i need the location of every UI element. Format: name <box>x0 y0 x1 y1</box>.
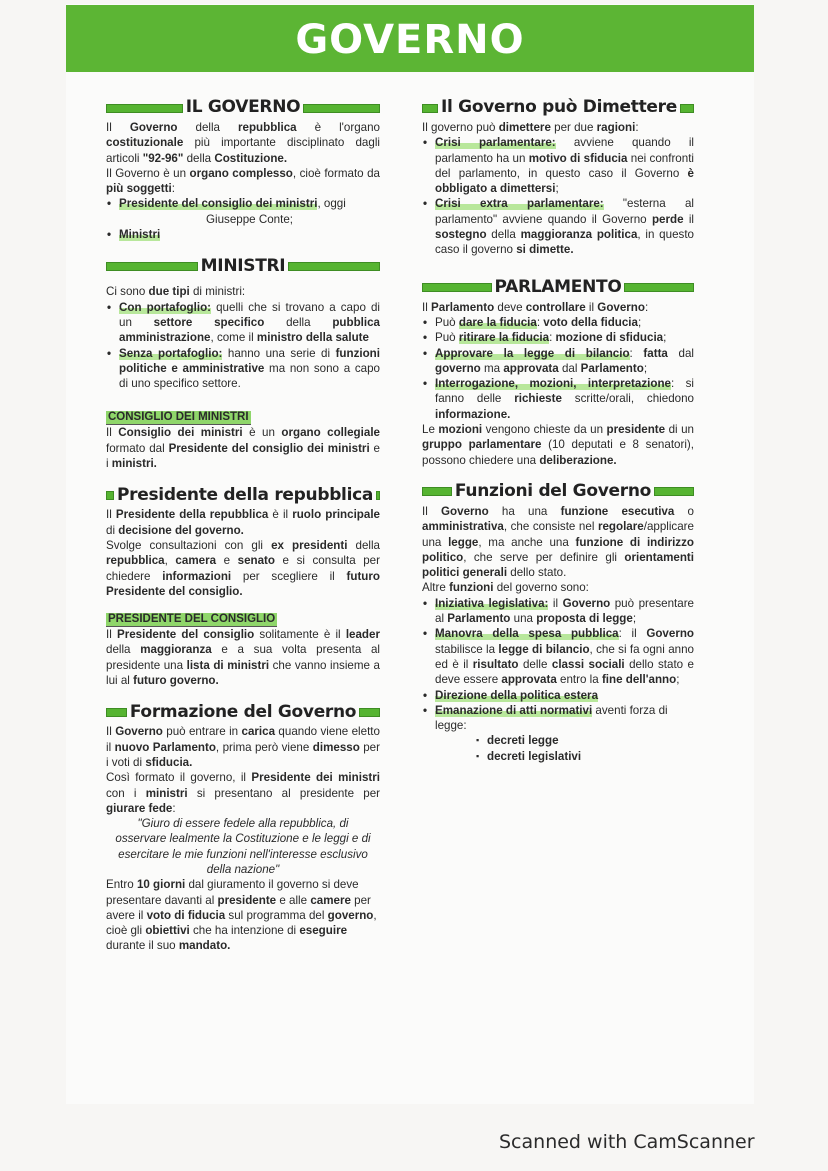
text-run: che ha intenzione di <box>189 924 300 938</box>
text-run: entro la <box>556 673 602 687</box>
text-run: presidente <box>606 423 666 437</box>
title-banner <box>66 5 754 72</box>
text-run: hanno una serie di <box>222 346 336 360</box>
text-run: solitamente è il <box>254 628 346 642</box>
text-run: Può <box>435 331 459 345</box>
text-run: ; <box>676 673 680 687</box>
text-run: funzione esecutiva <box>560 504 675 518</box>
text-run: Il <box>106 508 116 522</box>
text-run: orientamenti politici generali <box>422 550 694 580</box>
text-run: avviene quando il parlamento ha un <box>435 136 694 165</box>
paragraph <box>106 877 380 953</box>
text-run: informazioni <box>162 569 232 583</box>
list-item <box>422 330 694 345</box>
text-run: di ministri: <box>189 285 246 299</box>
text-run: voto di fiducia <box>146 908 226 922</box>
text-run: Consiglio dei ministri <box>118 426 243 440</box>
text-run: e a sua volta presenta al presidente una <box>106 643 381 672</box>
text-run: , che si fa ogni anno ed è il <box>435 642 694 671</box>
text-run: futuro Presidente del consiglio. <box>106 569 380 598</box>
text-run: nuovo Parlamento <box>114 740 216 754</box>
text-run: della <box>264 315 333 329</box>
text-run: : <box>644 300 649 314</box>
text-run: , che consiste nel <box>503 520 598 534</box>
heading-bar-left <box>106 708 127 717</box>
text-run: vengono chieste da un <box>482 423 607 437</box>
text-run: ma <box>480 361 504 375</box>
paragraph <box>106 120 380 166</box>
heading-bar-right <box>624 283 694 292</box>
text-run: può presentare al <box>435 596 695 626</box>
right-column <box>422 96 694 764</box>
text-run: , in questo caso il governo <box>435 228 694 257</box>
text-run: carica <box>241 725 276 739</box>
text-run: mozioni <box>438 423 483 437</box>
text-run: scritte/orali, chiedono <box>561 392 694 406</box>
paragraph <box>106 770 380 816</box>
left-column <box>106 96 380 954</box>
bullet-text: Ministri <box>119 228 161 242</box>
text-run: delle <box>518 657 552 671</box>
heading-bar-right <box>288 262 380 271</box>
text-run: maggioranza politica <box>520 228 638 242</box>
text-run: della <box>183 151 215 165</box>
text-run: obiettivi <box>145 924 190 938</box>
text-run: dello stato e deve essere <box>435 657 694 687</box>
text-run: proposta di legge <box>536 612 633 626</box>
bullet-list <box>422 135 694 257</box>
heading-bar-left <box>106 104 183 113</box>
text-run: quando viene eletto il <box>106 725 380 754</box>
text-run: dimettere <box>498 121 551 134</box>
section-heading-funzioni-del-governo <box>422 480 694 504</box>
text-run: sfiducia. <box>145 755 193 769</box>
text-run: e si consulta per chiedere <box>106 554 380 583</box>
text-run: costituzionale <box>106 136 184 150</box>
text-run: Governo <box>562 596 611 610</box>
text-run: funzione di indirizzo politico <box>422 535 694 564</box>
text-run: approvata <box>503 361 559 375</box>
text-run: Governo <box>441 504 489 518</box>
text-run: 10 giorni <box>136 878 186 892</box>
section-heading-il-governo-puo-dimettere <box>422 96 694 120</box>
text-run: e i <box>106 441 381 471</box>
text-run: Presidente della repubblica <box>115 508 269 522</box>
text-run: che vanno insieme a lui al <box>106 658 380 688</box>
heading-bar-left <box>106 262 198 271</box>
text-run: funzioni politiche e amministrative <box>119 346 380 375</box>
text-run: della <box>347 538 381 552</box>
text-run: Parlamento <box>447 612 511 626</box>
text-run: , cioè gli <box>106 908 377 938</box>
heading-bar-right <box>376 491 380 500</box>
section-heading-il-governo <box>106 96 380 120</box>
text-run: e alle <box>276 893 311 907</box>
text-run: con i <box>106 786 146 800</box>
paragraph <box>106 538 380 599</box>
text-run: : <box>549 331 556 345</box>
text-run: governo <box>435 361 481 375</box>
text-run: Presidente del consiglio dei ministri <box>168 441 370 455</box>
heading-text: Presidente della repubblica <box>117 484 374 505</box>
text-run: ministro della salute <box>256 331 369 345</box>
text-run: o <box>674 504 694 518</box>
paragraph <box>106 166 380 197</box>
text-run: controllare <box>525 300 586 314</box>
text-run: Emanazione di atti normativi <box>435 703 593 717</box>
bullet-text <box>435 704 668 732</box>
text-run: per avere il <box>106 893 371 922</box>
text-run: "esterna al parlamento" avviene quando il Governo <box>435 197 694 226</box>
text-run: per i voti di <box>106 740 380 769</box>
text-run: e <box>216 554 238 568</box>
sub-item-text: decreti legge <box>487 734 559 748</box>
heading-bar-right <box>680 104 694 113</box>
list-item <box>106 300 380 346</box>
text-run: Interrogazione, mozioni, interpretazione <box>435 377 671 391</box>
list-item <box>422 596 694 627</box>
text-run: Direzione della politica estera <box>435 688 599 702</box>
heading-bar-left <box>422 283 492 292</box>
text-run: della <box>486 228 521 242</box>
text-run: ministri. <box>111 457 157 471</box>
text-run: : <box>629 346 644 360</box>
text-run: il <box>683 212 694 226</box>
text-run: Iniziativa legislativa: <box>435 596 549 610</box>
page-title: GOVERNO <box>295 17 525 63</box>
text-run: è il <box>268 508 293 522</box>
text-run: Governo <box>646 627 694 641</box>
text-run: di <box>106 523 119 537</box>
paragraph <box>422 504 694 580</box>
text-run: deliberazione. <box>539 453 617 467</box>
text-run: due tipi <box>148 285 190 299</box>
heading-bar-right <box>359 708 380 717</box>
text-run: senato <box>237 554 275 568</box>
camscanner-watermark: Scanned with CamScanner <box>499 1131 755 1153</box>
text-run: durante il suo <box>106 939 179 953</box>
text-run: più importante disciplinato dagli articoli <box>106 136 380 165</box>
list-item <box>422 376 694 422</box>
text-run: amministrativa <box>422 520 504 534</box>
text-run: settore specifico <box>153 315 265 329</box>
bullet-list <box>106 300 380 392</box>
text-run: Altre <box>422 581 450 595</box>
paragraph <box>422 300 694 315</box>
text-run: Le <box>422 423 439 437</box>
text-run: camera <box>175 554 217 568</box>
text-run: Con portafoglio: <box>119 300 212 314</box>
text-run: gruppo parlamentare <box>422 438 542 452</box>
text-run: : si fanno delle <box>435 377 694 406</box>
text-run: Crisi parlamentare: <box>435 136 556 150</box>
text-run: Il Governo è un <box>106 166 190 180</box>
list-item <box>422 315 694 330</box>
text-run: Il <box>106 725 116 739</box>
heading-text: PARLAMENTO <box>494 277 622 298</box>
subheading-consiglio-dei-ministri: CONSIGLIO DEI MINISTRI <box>108 411 249 424</box>
list-item <box>422 703 694 764</box>
text-run: dal giuramento il governo si deve presentare davanti al <box>106 878 359 907</box>
text-run: giurare fede <box>106 801 173 815</box>
text-run: per due <box>550 121 597 134</box>
text-run: Presidente dei ministri <box>251 771 381 785</box>
bullet-text-continued: Giuseppe Conte; <box>205 212 293 226</box>
text-run: camere <box>310 893 351 907</box>
text-run: lista di ministri <box>186 658 270 672</box>
text-run: ; <box>555 182 559 196</box>
list-item <box>106 196 380 227</box>
text-run: stabilisce la <box>435 642 499 656</box>
text-run: Così formato il governo, il <box>106 771 252 785</box>
text-run: /applicare una <box>422 520 694 549</box>
text-run: funzioni <box>449 581 494 595</box>
text-run: Il <box>106 426 119 440</box>
text-run: ragioni <box>596 121 636 134</box>
text-run: Crisi extra parlamentare: <box>435 197 604 211</box>
list-item <box>106 227 380 242</box>
text-run: del governo sono: <box>493 581 589 595</box>
text-run: Presidente del consiglio dei ministri <box>119 197 318 211</box>
text-run: perde <box>651 212 684 226</box>
text-run: ministri <box>145 786 188 800</box>
text-run: sul programma del <box>225 908 328 922</box>
heading-text: MINISTRI <box>200 255 286 276</box>
text-run: Approvare la legge di bilancio <box>435 346 630 360</box>
heading-text: Funzioni del Governo <box>454 481 651 502</box>
bullet-text <box>119 197 346 210</box>
text-run: motivo di sfiducia <box>528 151 628 165</box>
sub-list-item <box>475 749 694 764</box>
text-run: : <box>635 121 639 134</box>
text-run: leader <box>345 628 380 642</box>
text-run: ruolo principale <box>292 508 381 522</box>
text-run: : <box>536 315 544 329</box>
text-run: classi sociali <box>551 657 625 671</box>
text-run: voto della fiducia <box>543 315 638 329</box>
oath-quote: "Giuro di essere fedele alla repubblica, di osservare lealmente la Costituzione e le leggi e di esercitare le mie funzioni nell'interesse esclusivo della nazione" <box>115 817 371 876</box>
text-run: (10 deputati e 8 senatori), possono chiedere una <box>422 438 695 467</box>
list-item <box>422 196 694 257</box>
section-heading-formazione-del-governo <box>106 700 380 724</box>
text-run: , che serve per definire gli <box>463 550 625 564</box>
sub-item-text: decreti legislativi <box>487 749 582 763</box>
text-run: legge <box>448 535 479 549</box>
text-run: informazione. <box>435 407 511 421</box>
text-run: , prima però viene <box>215 740 313 754</box>
heading-text: Formazione del Governo <box>129 701 357 722</box>
text-run: aventi forza di legge: <box>435 703 668 733</box>
text-run: è obbligato a dimettersi <box>435 166 694 196</box>
text-run: si dimette. <box>516 243 574 257</box>
text-run: Svolge consultazioni con gli <box>106 538 272 552</box>
text-run: dello stato. <box>507 566 567 580</box>
text-run: : <box>171 182 175 196</box>
text-run: ex presidenti <box>271 538 348 552</box>
text-run: Il governo può <box>422 121 499 134</box>
text-run: : il <box>618 627 647 641</box>
text-run: Il <box>106 121 130 134</box>
text-run: è l'organo <box>296 121 380 134</box>
text-run: Il <box>106 628 117 642</box>
text-run: Manovra della spesa pubblica <box>435 627 619 641</box>
text-run: governo <box>327 908 374 922</box>
paragraph <box>106 724 380 770</box>
text-run: dare la fiducia <box>458 315 537 329</box>
text-run: , oggi <box>317 197 346 211</box>
text-run: ; <box>637 315 642 329</box>
text-run: , cioè formato da <box>292 166 381 180</box>
text-run: nei confronti del parlamento, in questo caso il Governo <box>435 151 694 180</box>
paragraph <box>106 284 380 299</box>
text-run: decisione del governo. <box>118 523 244 537</box>
text-run: Il <box>422 504 442 518</box>
subheading-presidente-del-consiglio: PRESIDENTE DEL CONSIGLIO <box>108 613 276 626</box>
text-run: può entrare in <box>162 725 242 739</box>
text-run: repubblica <box>238 121 297 134</box>
text-run: il <box>585 300 598 314</box>
text-run: Governo <box>597 300 645 314</box>
text-run: ma non sono a capo di uno specifico settore. <box>119 361 380 391</box>
text-run: eseguire <box>299 924 348 938</box>
heading-text: IL GOVERNO <box>185 97 301 118</box>
heading-bar-left <box>422 104 438 113</box>
text-run: dal <box>667 346 694 360</box>
section-heading-presidente-della-repubblica <box>106 483 380 507</box>
paragraph <box>422 120 694 135</box>
text-run: mandato. <box>178 939 231 953</box>
text-run: approvata <box>501 673 557 687</box>
text-run: Governo <box>129 121 178 134</box>
text-run: Presidente del consiglio <box>116 628 255 642</box>
text-run: , come il <box>210 331 257 345</box>
text-run: Parlamento <box>580 361 644 375</box>
sub-list <box>435 733 694 764</box>
list-item <box>422 135 694 196</box>
text-run: risultato <box>472 657 519 671</box>
bullet-list <box>422 315 694 422</box>
text-run: della <box>106 643 141 657</box>
text-run: si presentano al presidente per <box>187 786 380 800</box>
bullet-list <box>106 196 380 242</box>
text-run: richieste <box>514 392 562 406</box>
heading-bar-left <box>422 487 452 496</box>
text-run: pubblica amministrazione <box>119 315 380 345</box>
heading-bar-right <box>654 487 694 496</box>
text-run: dimesso <box>312 740 360 754</box>
text-run: più soggetti <box>106 182 172 196</box>
text-run: ha una <box>488 504 561 518</box>
text-run: ritirare la fiducia <box>458 331 550 345</box>
text-run: una <box>510 612 537 626</box>
paragraph <box>422 422 694 468</box>
text-run: il <box>548 596 563 610</box>
text-run: legge di bilancio <box>498 642 590 656</box>
sub-list-item <box>475 733 694 748</box>
text-run: "92-96" <box>142 151 184 165</box>
text-run: repubblica <box>106 554 165 568</box>
text-run: Ci sono <box>106 285 149 299</box>
text-run: della <box>177 121 238 134</box>
list-item <box>422 688 694 703</box>
text-run: regolare <box>597 520 644 534</box>
list-item <box>422 346 694 377</box>
text-run: maggioranza <box>140 643 212 657</box>
text-run: ; <box>643 361 648 375</box>
paragraph <box>106 507 380 538</box>
text-run: Governo <box>115 725 163 739</box>
text-run: di un <box>665 423 694 437</box>
text-run: Il <box>422 300 432 314</box>
text-run: , ma anche una <box>478 535 576 549</box>
text-run: organo collegiale <box>281 426 380 440</box>
text-run: futuro governo. <box>133 674 219 688</box>
text-run: ; <box>663 331 667 345</box>
list-item <box>422 626 694 687</box>
heading-text: Il Governo può Dimettere <box>441 97 677 118</box>
text-run: Parlamento <box>431 300 495 314</box>
bullet-list <box>422 596 694 764</box>
heading-bar-right <box>303 104 380 113</box>
list-item <box>106 346 380 392</box>
text-run: deve <box>494 300 526 314</box>
text-run: sostegno <box>435 228 487 242</box>
text-run: ; <box>632 612 637 626</box>
text-run: quelli che si trovano a capo di un <box>119 300 380 329</box>
paragraph <box>422 580 694 595</box>
text-run: Costituzione. <box>214 151 288 165</box>
text-run: mozione di sfiducia <box>555 331 664 345</box>
text-run: presidente <box>217 893 277 907</box>
text-run: Può <box>435 315 459 329</box>
text-run: organo complesso <box>189 166 293 180</box>
text-run: dal <box>558 361 581 375</box>
text-run: per scegliere il <box>231 569 347 583</box>
text-run: fatta <box>643 346 668 360</box>
text-run: formato dal <box>106 441 169 455</box>
section-heading-ministri <box>106 254 380 278</box>
text-run: , <box>164 554 176 568</box>
text-run: fine dell'anno <box>601 673 677 687</box>
text-run: è un <box>242 426 282 440</box>
text-run: Entro <box>106 878 137 892</box>
section-heading-parlamento <box>422 276 694 300</box>
text-run: : <box>172 801 176 815</box>
paragraph <box>106 627 380 688</box>
text-run: Senza portafoglio: <box>119 346 223 360</box>
paragraph <box>106 425 380 471</box>
heading-bar-left <box>106 491 114 500</box>
